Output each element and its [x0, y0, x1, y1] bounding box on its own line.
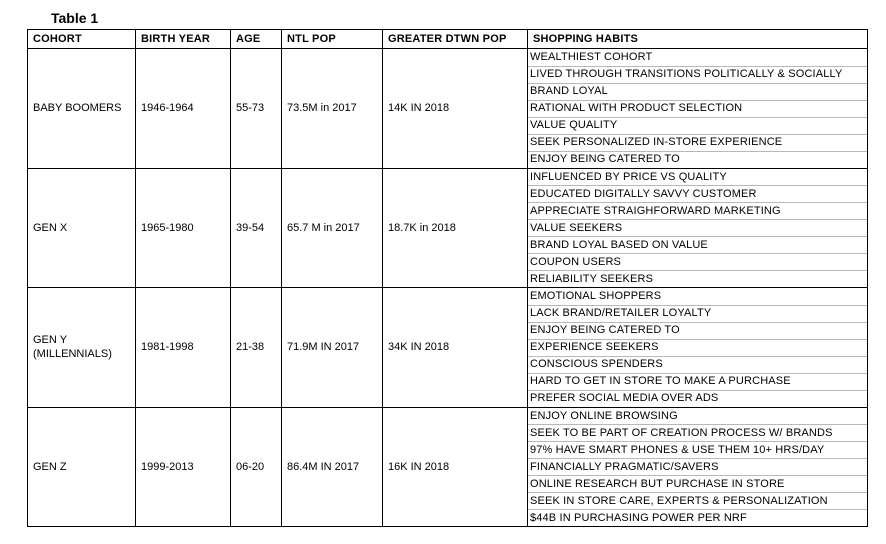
age-cell: 21-38 [231, 288, 282, 408]
habit-item: ONLINE RESEARCH BUT PURCHASE IN STORE [528, 476, 867, 493]
habit-item: WEALTHIEST COHORT [528, 49, 867, 67]
habit-item: EDUCATED DIGITALLY SAVVY CUSTOMER [528, 186, 867, 203]
habit-item: SEEK PERSONALIZED IN-STORE EXPERIENCE [528, 135, 867, 152]
table-row [28, 168, 868, 288]
birth-year-cell: 1946-1964 [136, 49, 231, 169]
dtwn-pop-cell: 18.7K in 2018 [383, 168, 528, 288]
habit-item: RELIABILITY SEEKERS [530, 272, 654, 285]
birth-year-cell: 1999-2013 [136, 407, 231, 527]
ntl-pop-cell: 86.4M IN 2017 [282, 407, 383, 527]
cohort-name: GEN Y [33, 334, 68, 347]
habit-item: ENJOY ONLINE BROWSING [528, 408, 867, 426]
table-row [28, 49, 868, 169]
header-cohort: COHORT [28, 30, 136, 49]
habits-cell [528, 49, 868, 169]
birth-year-cell: 1965-1980 [136, 168, 231, 288]
habit-item: COUPON USERS [528, 254, 867, 271]
habit-item: LACK BRAND/RETAILER LOYALTY [528, 306, 867, 323]
habit-item: HARD TO GET IN STORE TO MAKE A PURCHASE [528, 374, 867, 391]
ntl-pop-cell: 71.9M IN 2017 [282, 288, 383, 408]
cohort-cell: GEN X [28, 168, 136, 288]
cohort-table [27, 29, 868, 527]
habit-item: SEEK IN STORE CARE, EXPERTS & PERSONALIZATION [528, 493, 867, 510]
habit-item: CONSCIOUS SPENDERS [528, 357, 867, 374]
cohort-cell: BABY BOOMERS [28, 49, 136, 169]
habit-item: SEEK TO BE PART OF CREATION PROCESS W/ BRANDS [528, 425, 867, 442]
habit-item: RATIONAL WITH PRODUCT SELECTION [528, 101, 867, 118]
habit-item: BRAND LOYAL BASED ON VALUE [528, 237, 867, 254]
header-dtwn-pop: GREATER DTWN POP [383, 30, 528, 49]
header-birth-year: BIRTH YEAR [136, 30, 231, 49]
habits-cell [528, 168, 868, 288]
table-row [28, 407, 868, 527]
habit-item: ENJOY BEING CATERED TO [530, 153, 680, 165]
dtwn-pop-cell: 34K IN 2018 [383, 288, 528, 408]
header-ntl-pop: NTL POP [282, 30, 383, 49]
age-cell: 06-20 [231, 407, 282, 527]
habit-item: EMOTIONAL SHOPPERS [528, 288, 867, 306]
habit-item: ENJOY BEING CATERED TO [528, 323, 867, 340]
ntl-pop-cell: 73.5M in 2017 [282, 49, 383, 169]
dtwn-pop-cell: 14K IN 2018 [383, 49, 528, 169]
habit-item: 97% HAVE SMART PHONES & USE THEM 10+ HRS/DAY [528, 442, 867, 459]
habit-item: INFLUENCED BY PRICE VS QUALITY [528, 169, 867, 187]
cohort-cell [28, 288, 136, 408]
dtwn-pop-cell: 16K IN 2018 [383, 407, 528, 527]
habit-item: EXPERIENCE SEEKERS [528, 340, 867, 357]
habit-item: APPRECIATE STRAIGHFORWARD MARKETING [528, 203, 867, 220]
habit-item: $44B IN PURCHASING POWER PER NRF [530, 511, 747, 524]
habit-item: VALUE SEEKERS [528, 220, 867, 237]
cohort-cell: GEN Z [28, 407, 136, 527]
habit-item: VALUE QUALITY [528, 118, 867, 135]
header-shopping-habits: SHOPPING HABITS [528, 30, 868, 49]
habit-item: FINANCIALLY PRAGMATIC/SAVERS [528, 459, 867, 476]
habit-item: LIVED THROUGH TRANSITIONS POLITICALLY & SOCIALLY [528, 67, 867, 84]
habit-item: BRAND LOYAL [528, 84, 867, 101]
habits-cell [528, 407, 868, 527]
ntl-pop-cell: 65.7 M in 2017 [282, 168, 383, 288]
table-row [28, 288, 868, 408]
habit-item: PREFER SOCIAL MEDIA OVER ADS [530, 392, 719, 404]
header-age: AGE [231, 30, 282, 49]
cohort-subname: (MILLENNIALS) [33, 348, 112, 361]
table-title: Table 1 [51, 10, 99, 26]
birth-year-cell: 1981-1998 [136, 288, 231, 408]
header-row [28, 30, 868, 49]
age-cell: 39-54 [231, 168, 282, 288]
habits-cell [528, 288, 868, 408]
age-cell: 55-73 [231, 49, 282, 169]
